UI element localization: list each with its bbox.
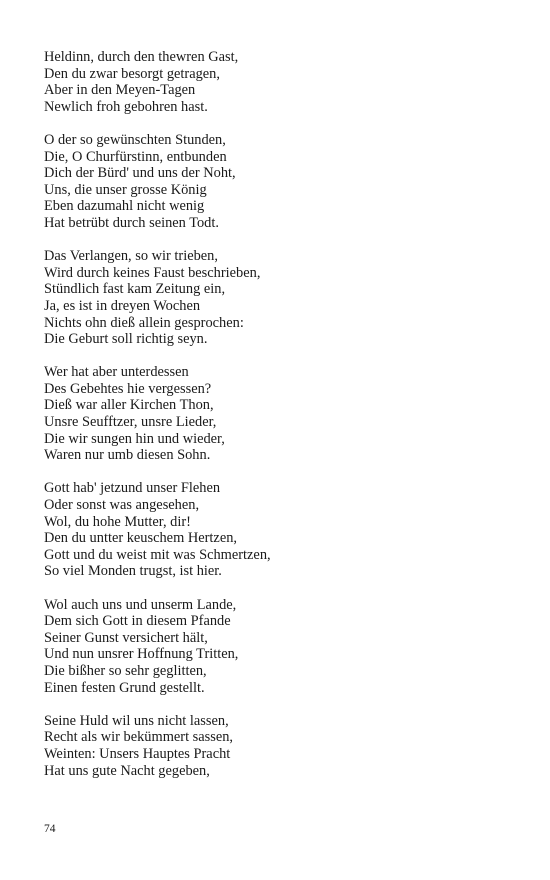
poem-text — [44, 49, 524, 796]
stanza-4 — [44, 364, 524, 464]
verse-line: Dem sich Gott in diesem Pfande — [44, 613, 231, 630]
verse-line: Einen festen Grund gestellt. — [44, 679, 205, 696]
stanza-3 — [44, 248, 524, 348]
verse-line: Dich der Bürd' und uns der Noht, — [44, 165, 236, 182]
verse-line: Nichts ohn dieß allein gesprochen: — [44, 314, 244, 331]
verse-line: Ja, es ist in dreyen Wochen — [44, 297, 201, 314]
verse-line: Wird durch keines Faust beschrieben, — [44, 264, 261, 281]
stanza-2 — [44, 132, 524, 232]
verse-line: Eben dazumahl nicht wenig — [44, 198, 205, 215]
verse-line: Seiner Gunst versichert hält, — [44, 629, 208, 646]
verse-line: So viel Monden trugst, ist hier. — [44, 563, 222, 580]
verse-line: Unsre Seufftzer, unsre Lieder, — [44, 414, 217, 431]
verse-line: Aber in den Meyen-Tagen — [44, 82, 196, 99]
verse-line: Die bißher so sehr geglitten, — [44, 662, 207, 679]
verse-line: Das Verlangen, so wir trieben, — [44, 248, 218, 265]
verse-line: Recht als wir bekümmert sassen, — [44, 729, 234, 746]
verse-line: O der so gewünschten Stunden, — [44, 131, 226, 148]
verse-line: Oder sonst was angesehen, — [44, 497, 200, 514]
page-number: 74 — [44, 823, 56, 835]
verse-line: Uns, die unser grosse König — [44, 181, 207, 198]
verse-line: Newlich froh gebohren hast. — [44, 98, 208, 115]
verse-line: Weinten: Unsers Hauptes Pracht — [44, 745, 231, 762]
verse-line: Gott hab' jetzund unser Flehen — [44, 480, 221, 497]
stanza-6 — [44, 597, 524, 697]
verse-line: Stündlich fast kam Zeitung ein, — [44, 281, 226, 298]
stanza-1 — [44, 49, 524, 115]
verse-line: Wol auch uns und unserm Lande, — [44, 596, 237, 613]
verse-line: Den du zwar besorgt getragen, — [44, 65, 220, 82]
verse-line: Gott und du weist mit was Schmertzen, — [44, 546, 271, 563]
stanza-7 — [44, 713, 524, 779]
verse-line: Die wir sungen hin und wieder, — [44, 430, 225, 447]
stanza-5 — [44, 480, 524, 580]
verse-line: Dieß war aller Kirchen Thon, — [44, 397, 214, 414]
verse-line: Wer hat aber unterdessen — [44, 364, 189, 381]
verse-line: Waren nur umb diesen Sohn. — [44, 447, 211, 464]
verse-line: Des Gebehtes hie vergessen? — [44, 380, 212, 397]
verse-line: Wol, du hohe Mutter, dir! — [44, 513, 191, 530]
verse-line: Die Geburt soll richtig seyn. — [44, 331, 208, 348]
verse-line: Den du untter keuschem Hertzen, — [44, 530, 238, 547]
verse-line: Seine Huld wil uns nicht lassen, — [44, 712, 229, 729]
verse-line: Hat uns gute Nacht gegeben, — [44, 762, 210, 779]
verse-line: Hat betrübt durch seinen Todt. — [44, 214, 219, 231]
verse-line: Und nun unsrer Hoffnung Tritten, — [44, 646, 239, 663]
verse-line: Die, O Churfürstinn, entbunden — [44, 148, 227, 165]
verse-line: Heldinn, durch den thewren Gast, — [44, 49, 239, 65]
